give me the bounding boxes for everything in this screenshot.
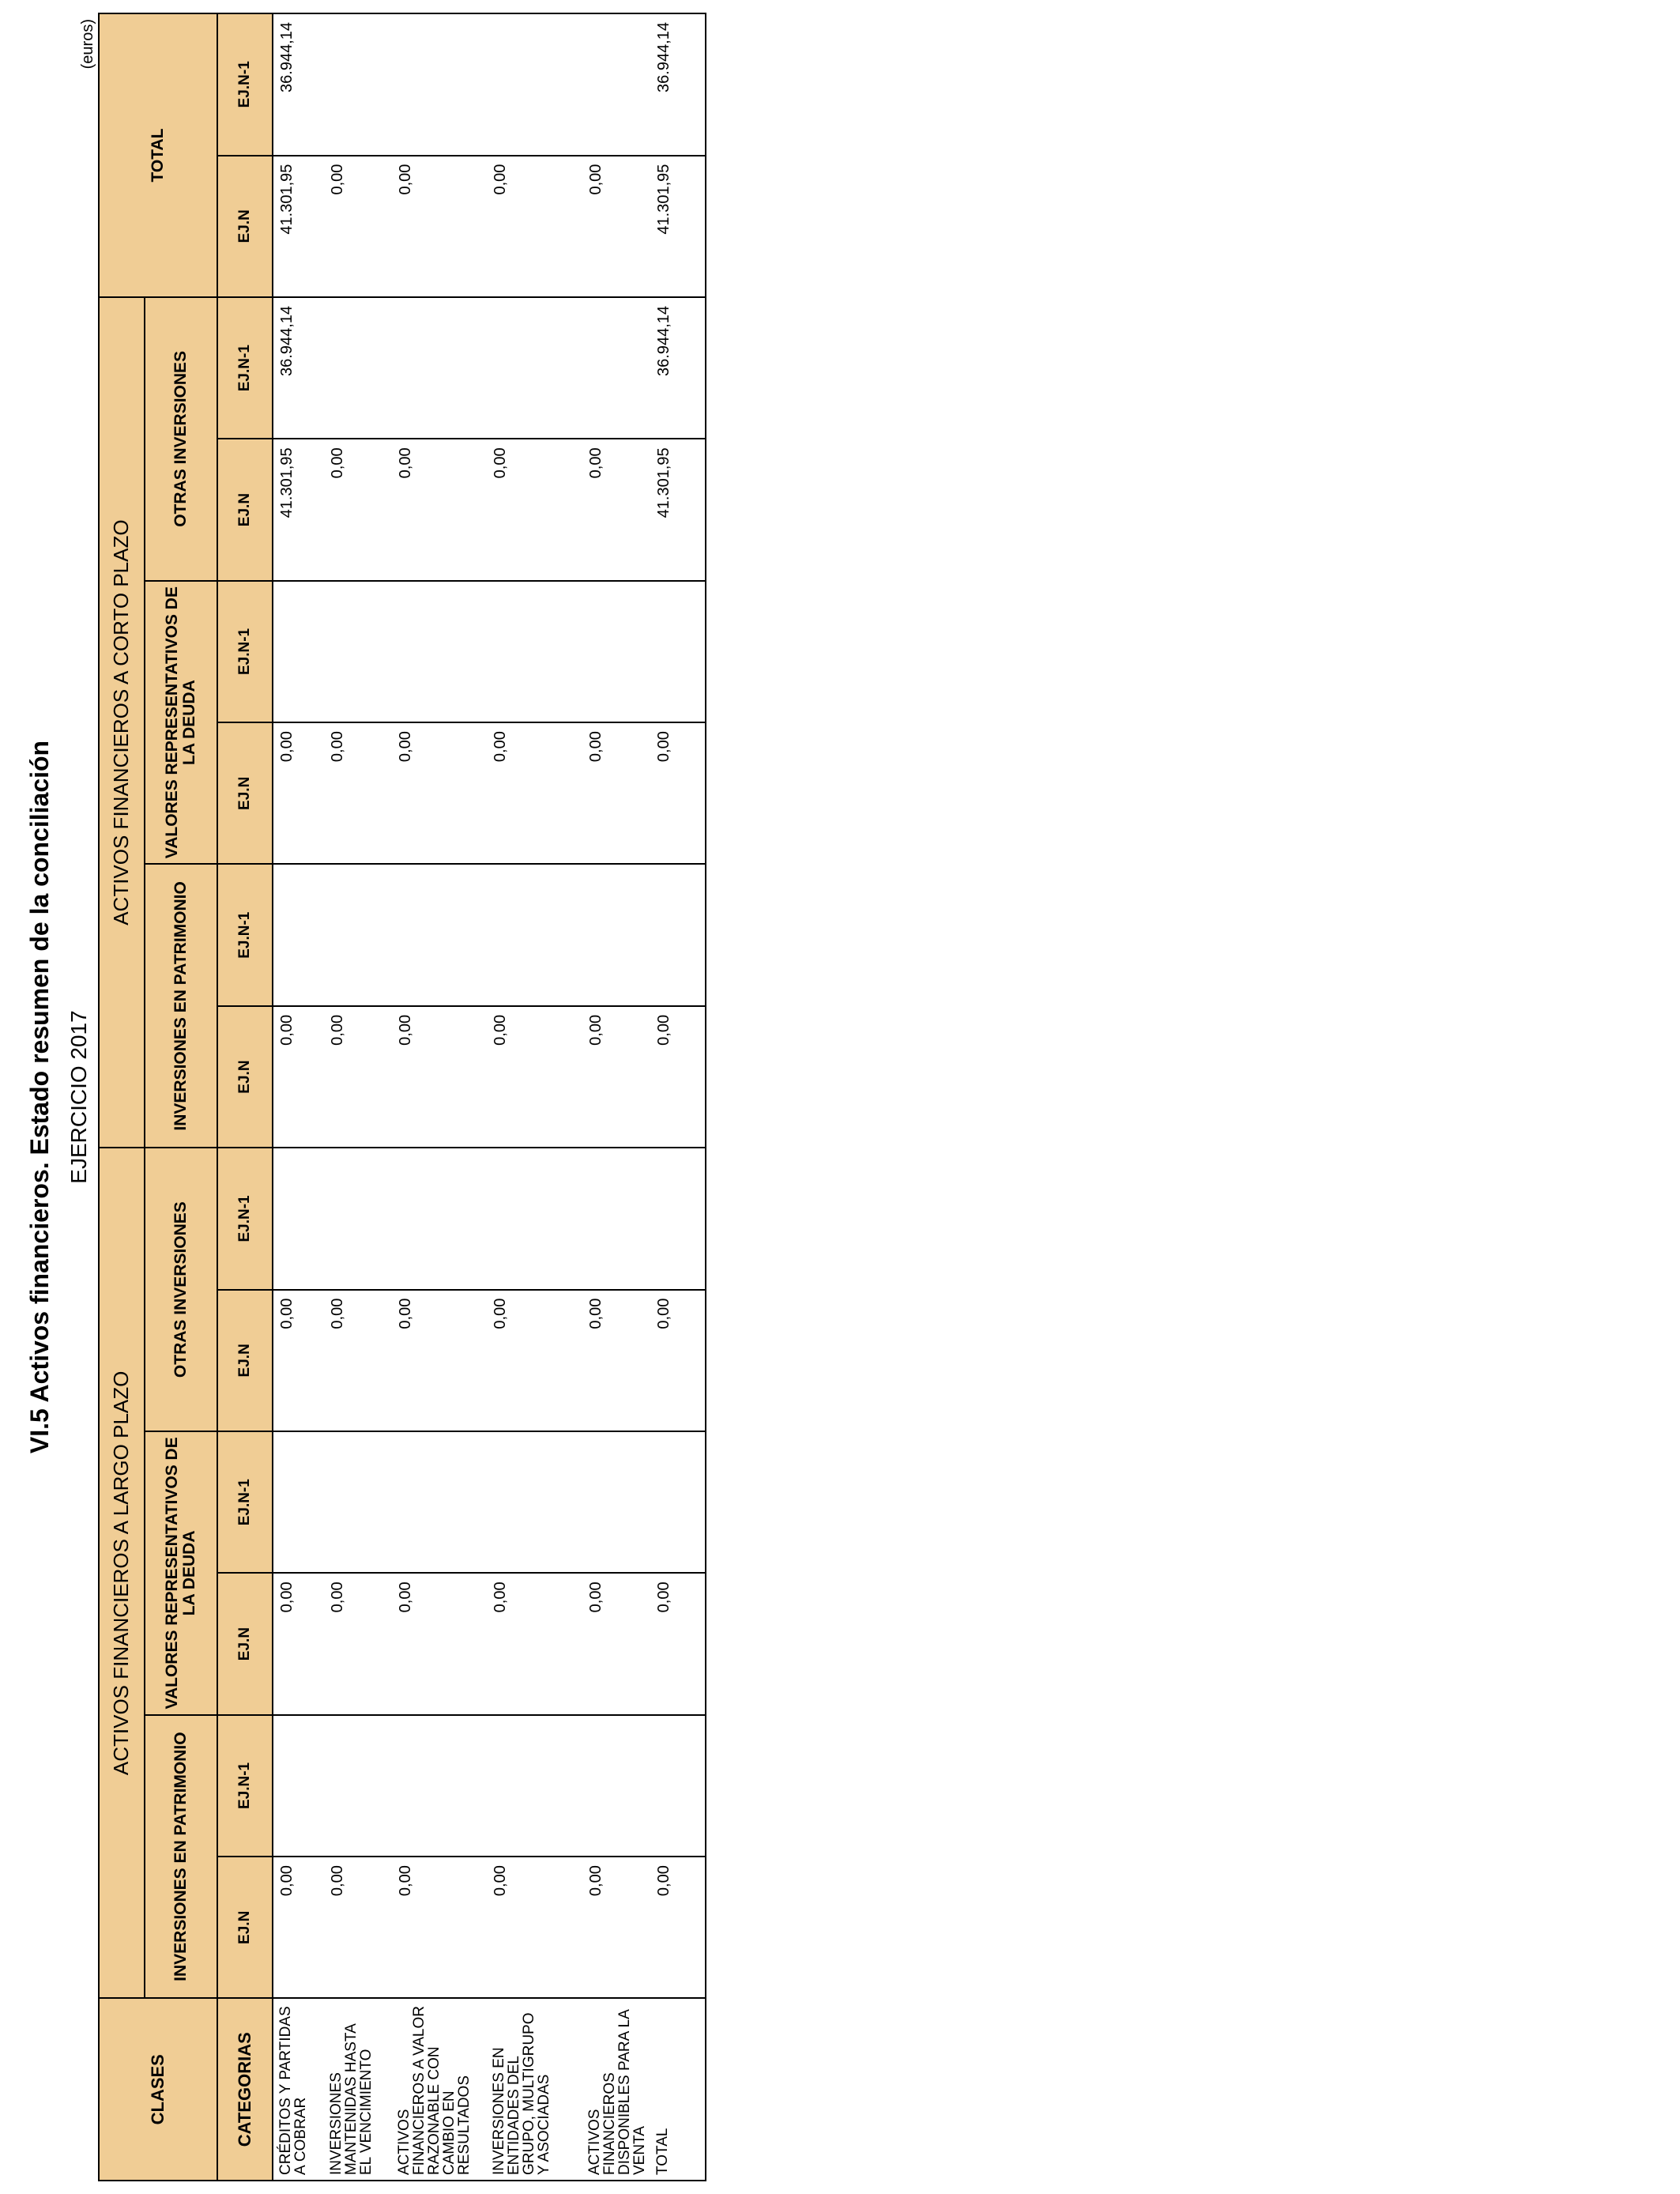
value-cell: 0,00 bbox=[582, 1857, 650, 1998]
value-cell bbox=[582, 13, 650, 156]
value-cell: 0,00 bbox=[650, 1006, 706, 1148]
value-cell bbox=[324, 1148, 391, 1289]
value-cell: 0,00 bbox=[273, 1573, 324, 1714]
value-cell bbox=[582, 297, 650, 439]
table-row bbox=[650, 13, 706, 2181]
value-cell: 0,00 bbox=[324, 1857, 391, 1998]
value-cell bbox=[650, 1715, 706, 1857]
table-row bbox=[582, 13, 650, 2181]
value-cell: 0,00 bbox=[487, 1006, 582, 1148]
value-cell bbox=[487, 13, 582, 156]
header-categorias: CATEGORIAS bbox=[217, 1999, 273, 2181]
value-cell: 0,00 bbox=[392, 722, 488, 864]
value-cell bbox=[582, 581, 650, 722]
header-lp-otras-inversiones: OTRAS INVERSIONES bbox=[145, 1148, 217, 1431]
value-cell bbox=[487, 865, 582, 1006]
value-cell: 0,00 bbox=[324, 1006, 391, 1148]
header-ej-n1: EJ.N-1 bbox=[217, 865, 273, 1006]
header-ej-n1: EJ.N-1 bbox=[217, 297, 273, 439]
header-ej-n: EJ.N bbox=[217, 156, 273, 297]
header-cp-valores-representativos: VALORES REPRESENTATIVOS DE LA DEUDA bbox=[145, 581, 217, 865]
value-cell: 0,00 bbox=[650, 1290, 706, 1431]
value-cell bbox=[650, 581, 706, 722]
value-cell: 0,00 bbox=[487, 1857, 582, 1998]
value-cell bbox=[487, 581, 582, 722]
value-cell bbox=[392, 581, 488, 722]
value-cell: 0,00 bbox=[650, 722, 706, 864]
header-ej-n: EJ.N bbox=[217, 1857, 273, 1998]
value-cell bbox=[392, 1715, 488, 1857]
value-cell: 0,00 bbox=[392, 156, 488, 297]
value-cell: 41.301,95 bbox=[273, 156, 324, 297]
value-cell: 0,00 bbox=[324, 1290, 391, 1431]
header-clases: CLASES bbox=[99, 1999, 217, 2181]
header-ej-n: EJ.N bbox=[217, 439, 273, 580]
header-ej-n: EJ.N bbox=[217, 722, 273, 864]
header-lp-inversiones-patrimonio: INVERSIONES EN PATRIMONIO bbox=[145, 1715, 217, 1999]
value-cell bbox=[582, 1431, 650, 1573]
header-ej-n1: EJ.N-1 bbox=[217, 1715, 273, 1857]
value-cell: 0,00 bbox=[582, 1573, 650, 1714]
value-cell bbox=[650, 1431, 706, 1573]
header-ej-n: EJ.N bbox=[217, 1006, 273, 1148]
header-ej-n1: EJ.N-1 bbox=[217, 1431, 273, 1573]
value-cell: 36.944,14 bbox=[273, 297, 324, 439]
units-label: (euros) bbox=[79, 19, 96, 70]
financial-assets-table bbox=[98, 13, 706, 2181]
row-label: TOTAL bbox=[650, 1999, 706, 2181]
value-cell: 0,00 bbox=[650, 1857, 706, 1998]
value-cell: 36.944,14 bbox=[650, 13, 706, 156]
value-cell: 0,00 bbox=[487, 722, 582, 864]
row-label: ACTIVOS FINANCIEROS A VALOR RAZONABLE CON CAMBIO EN RESULTADOS bbox=[392, 1999, 488, 2181]
value-cell bbox=[392, 1148, 488, 1289]
value-cell bbox=[324, 1431, 391, 1573]
header-corto-plazo: ACTIVOS FINANCIEROS A CORTO PLAZO bbox=[99, 297, 145, 1148]
value-cell: 0,00 bbox=[582, 722, 650, 864]
value-cell: 36.944,14 bbox=[650, 297, 706, 439]
value-cell: 36.944,14 bbox=[273, 13, 324, 156]
row-label: INVERSIONES EN ENTIDADES DEL GRUPO, MULTIGRUPO Y ASOCIADAS bbox=[487, 1999, 582, 2181]
header-largo-plazo: ACTIVOS FINANCIEROS A LARGO PLAZO bbox=[99, 1148, 145, 1998]
value-cell bbox=[582, 1715, 650, 1857]
value-cell: 0,00 bbox=[392, 1573, 488, 1714]
value-cell bbox=[582, 865, 650, 1006]
header-ej-n1: EJ.N-1 bbox=[217, 1148, 273, 1289]
row-label: CRÉDITOS Y PARTIDAS A COBRAR bbox=[273, 1999, 324, 2181]
value-cell: 0,00 bbox=[487, 156, 582, 297]
value-cell bbox=[650, 865, 706, 1006]
header-ej-n: EJ.N bbox=[217, 1290, 273, 1431]
value-cell: 0,00 bbox=[324, 1573, 391, 1714]
value-cell: 0,00 bbox=[273, 722, 324, 864]
value-cell bbox=[273, 581, 324, 722]
value-cell bbox=[650, 1148, 706, 1289]
header-lp-valores-representativos: VALORES REPRESENTATIVOS DE LA DEUDA bbox=[145, 1431, 217, 1715]
value-cell bbox=[582, 1148, 650, 1289]
value-cell bbox=[273, 1715, 324, 1857]
table-row bbox=[324, 13, 391, 2181]
page-title: VI.5 Activos financieros. Estado resumen de la conciliación bbox=[25, 740, 54, 1454]
value-cell: 0,00 bbox=[392, 439, 488, 580]
value-cell bbox=[324, 581, 391, 722]
value-cell: 0,00 bbox=[392, 1290, 488, 1431]
value-cell: 41.301,95 bbox=[273, 439, 324, 580]
header-ej-n: EJ.N bbox=[217, 1573, 273, 1714]
value-cell bbox=[324, 13, 391, 156]
rotated-page bbox=[0, 0, 711, 2194]
value-cell bbox=[324, 1715, 391, 1857]
row-label: INVERSIONES MANTENIDAS HASTA EL VENCIMIENTO bbox=[324, 1999, 391, 2181]
value-cell: 0,00 bbox=[392, 1006, 488, 1148]
value-cell: 0,00 bbox=[487, 1573, 582, 1714]
value-cell bbox=[487, 1715, 582, 1857]
header-ej-n1: EJ.N-1 bbox=[217, 13, 273, 156]
table-row bbox=[273, 13, 324, 2181]
page-subtitle: EJERCICIO 2017 bbox=[66, 1010, 91, 1184]
value-cell: 0,00 bbox=[650, 1573, 706, 1714]
value-cell: 0,00 bbox=[487, 439, 582, 580]
value-cell bbox=[273, 1148, 324, 1289]
value-cell: 0,00 bbox=[324, 156, 391, 297]
value-cell bbox=[273, 1431, 324, 1573]
header-cp-otras-inversiones: OTRAS INVERSIONES bbox=[145, 297, 217, 581]
table-row bbox=[487, 13, 582, 2181]
value-cell: 0,00 bbox=[273, 1290, 324, 1431]
value-cell bbox=[392, 865, 488, 1006]
value-cell: 0,00 bbox=[582, 1290, 650, 1431]
header-ej-n1: EJ.N-1 bbox=[217, 581, 273, 722]
value-cell: 0,00 bbox=[324, 439, 391, 580]
value-cell bbox=[324, 297, 391, 439]
value-cell: 0,00 bbox=[582, 156, 650, 297]
value-cell bbox=[487, 1431, 582, 1573]
value-cell: 41.301,95 bbox=[650, 439, 706, 580]
value-cell bbox=[487, 297, 582, 439]
value-cell bbox=[487, 1148, 582, 1289]
value-cell: 0,00 bbox=[273, 1857, 324, 1998]
value-cell bbox=[392, 297, 488, 439]
value-cell bbox=[324, 865, 391, 1006]
value-cell: 0,00 bbox=[582, 439, 650, 580]
header-cp-inversiones-patrimonio: INVERSIONES EN PATRIMONIO bbox=[145, 865, 217, 1148]
value-cell: 0,00 bbox=[273, 1006, 324, 1148]
value-cell bbox=[392, 1431, 488, 1573]
value-cell: 0,00 bbox=[324, 722, 391, 864]
header-total: TOTAL bbox=[99, 13, 217, 297]
value-cell: 0,00 bbox=[487, 1290, 582, 1431]
row-label: ACTIVOS FINANCIEROS DISPONIBLES PARA LA VENTA bbox=[582, 1999, 650, 2181]
value-cell: 0,00 bbox=[582, 1006, 650, 1148]
value-cell: 0,00 bbox=[392, 1857, 488, 1998]
table-row bbox=[392, 13, 488, 2181]
value-cell bbox=[273, 865, 324, 1006]
value-cell bbox=[392, 13, 488, 156]
value-cell: 41.301,95 bbox=[650, 156, 706, 297]
